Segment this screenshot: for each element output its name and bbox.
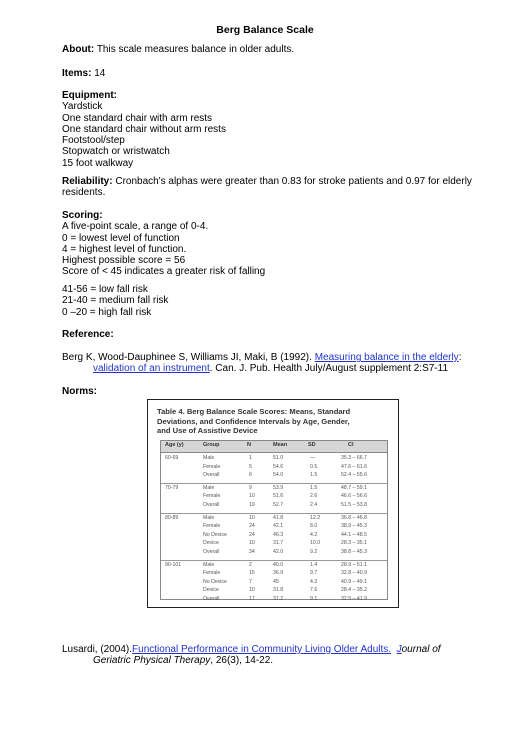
table-cell-mean: 37.2 bbox=[273, 596, 284, 602]
table-cell-n: 1 bbox=[249, 455, 252, 461]
age-group-label: 90-101 bbox=[165, 561, 182, 568]
table-cell-sd: 1.5 bbox=[310, 472, 318, 479]
table-cell-mean: 41.8 bbox=[273, 514, 284, 521]
table-cell-ci: 32.8 – 40.9 bbox=[341, 570, 367, 577]
table-caption-line: and Use of Assistive Device bbox=[157, 426, 258, 436]
reference-label: Reference: bbox=[62, 329, 114, 340]
table-cell-n: 34 bbox=[249, 549, 255, 555]
table-cell-mean: 53.9 bbox=[273, 484, 284, 491]
equipment-item: One standard chair with arm rests bbox=[62, 112, 213, 124]
table-cell-group: No Device bbox=[203, 531, 227, 538]
table-cell-sd: 0.5 bbox=[310, 463, 318, 470]
table-cell-mean: 54.6 bbox=[273, 463, 284, 470]
header-age: Age (y) bbox=[165, 442, 184, 448]
table-cell-n: 15 bbox=[249, 570, 255, 577]
table-cell-sd: 1.5 bbox=[310, 484, 318, 491]
header-group: Group bbox=[203, 442, 220, 448]
reference-journal: . Can. J. Pub. Health July/August supplement 2:S7-11 bbox=[209, 363, 449, 375]
table-cell-ci: 35.3 – 66.7 bbox=[341, 455, 367, 461]
header-mean: Mean bbox=[273, 442, 288, 448]
table-cell-mean: 42.1 bbox=[273, 523, 284, 530]
table-cell-n: 10 bbox=[249, 540, 255, 547]
table-cell-sd: — bbox=[310, 455, 316, 461]
table-cell-group: Female bbox=[203, 523, 221, 530]
table-cell-group: Overall bbox=[203, 549, 220, 555]
header-n: N bbox=[247, 442, 251, 448]
table-cell-group: Device bbox=[203, 587, 219, 594]
scoring-section bbox=[62, 210, 482, 278]
scoring-line: Score of < 45 indicates a greater risk of falling bbox=[62, 266, 266, 278]
reference-authors: Berg K, Wood-Dauphinee S, Williams JI, Maki, B (1992). bbox=[62, 352, 315, 363]
age-group-label: 80-89 bbox=[165, 514, 179, 521]
table-cell-sd: 10.0 bbox=[310, 540, 321, 547]
table-cell-group: No Device bbox=[203, 578, 227, 585]
header-ci: CI bbox=[348, 442, 354, 448]
citation-link-journal[interactable]: J bbox=[396, 644, 402, 655]
table-cell-sd: 1.4 bbox=[310, 561, 318, 568]
table-cell-mean: 40.0 bbox=[273, 561, 284, 568]
reliability-section bbox=[62, 176, 482, 199]
table-cell-mean: 36.9 bbox=[273, 570, 284, 577]
table-cell-ci: 36.8 – 46.8 bbox=[341, 514, 367, 521]
table-cell-sd: 2.6 bbox=[310, 493, 318, 500]
table-cell-ci: 28.3 – 35.1 bbox=[341, 540, 367, 547]
table-cell-sd: 12.2 bbox=[310, 514, 321, 521]
table-cell-mean: 31.7 bbox=[273, 540, 284, 547]
fall-risk-section bbox=[62, 284, 482, 318]
table-cell-group: Male bbox=[203, 455, 215, 461]
norms-table bbox=[160, 440, 388, 600]
equipment-item: One standard chair without arm rests bbox=[62, 123, 226, 135]
table-cell-group: Male bbox=[203, 484, 215, 491]
scoring-line: Highest possible score = 56 bbox=[62, 255, 186, 267]
table-cell-group: Female bbox=[203, 493, 221, 500]
about-text: This scale measures balance in older adults. bbox=[94, 44, 295, 55]
table-cell-mean: 31.8 bbox=[273, 587, 284, 594]
table-group-divider bbox=[161, 483, 387, 484]
fall-risk-line: 41-56 = low fall risk bbox=[62, 284, 148, 295]
citation-volume: , 26(3), 14-22. bbox=[210, 655, 274, 667]
table-cell-group: Male bbox=[203, 561, 215, 568]
table-group-divider bbox=[161, 560, 387, 561]
table-cell-ci: 46.6 – 56.6 bbox=[341, 493, 367, 500]
citation-authors: Lusardi, (2004). bbox=[62, 644, 133, 655]
table-cell-sd: 7.6 bbox=[310, 587, 318, 594]
fall-risk-line: 21-40 = medium fall risk bbox=[62, 295, 169, 307]
table-cell-ci: 38.9 – 45.3 bbox=[341, 523, 367, 530]
equipment-item: 15 foot walkway bbox=[62, 157, 134, 169]
table-cell-group: Overall bbox=[203, 502, 220, 508]
table-cell-ci: 48.7 – 59.1 bbox=[341, 484, 367, 491]
fall-risk-line: 0 –20 = high fall risk bbox=[62, 306, 152, 318]
table-cell-ci: 44.1 – 48.5 bbox=[341, 531, 367, 538]
table-cell-ci: 51.5 – 53.8 bbox=[341, 502, 367, 508]
table-cell-group: Female bbox=[203, 463, 221, 470]
reference-entry bbox=[62, 352, 482, 375]
scoring-line: 4 = highest level of function. bbox=[62, 243, 187, 255]
equipment-section bbox=[62, 90, 482, 169]
table-cell-ci: 38.8 – 45.3 bbox=[341, 549, 367, 555]
page-title: Berg Balance Scale bbox=[216, 24, 314, 36]
table-cell-sd: 4.2 bbox=[310, 531, 318, 538]
table-header-row bbox=[161, 441, 387, 453]
table-cell-mean: 54.0 bbox=[273, 472, 284, 479]
table-cell-group: Overall bbox=[203, 472, 220, 479]
citation-link-title[interactable]: Functional Performance in Community Living Older Adults. bbox=[132, 644, 392, 655]
equipment-item: Footstool/step bbox=[62, 135, 125, 147]
norms-heading bbox=[62, 386, 482, 397]
table-cell-ci: 32.5 – 41.9 bbox=[341, 596, 367, 602]
norms-label: Norms: bbox=[62, 386, 98, 397]
table-cell-n: 17 bbox=[249, 596, 255, 602]
equipment-item: Yardstick bbox=[62, 101, 103, 113]
table-cell-n: 10 bbox=[249, 493, 255, 500]
table-cell-n: 7 bbox=[249, 578, 252, 585]
age-group-label: 70-79 bbox=[165, 484, 179, 491]
table-cell-n: 6 bbox=[249, 472, 252, 479]
reference-colon: : bbox=[458, 352, 462, 363]
table-group-divider bbox=[161, 513, 387, 514]
table-cell-ci: 28.4 – 35.2 bbox=[341, 587, 367, 594]
reliability-text-cont: residents. bbox=[62, 187, 106, 199]
table-cell-group: Female bbox=[203, 570, 221, 577]
table-cell-n: 9 bbox=[249, 484, 252, 491]
table-cell-sd: 4.2 bbox=[310, 578, 318, 585]
citation-entry bbox=[62, 644, 492, 667]
table-cell-group: Male bbox=[203, 514, 215, 521]
table-caption bbox=[157, 407, 393, 436]
table-cell-group: Overall bbox=[203, 596, 220, 602]
table-cell-sd: 2.4 bbox=[310, 502, 318, 508]
table-cell-mean: 45 bbox=[273, 578, 279, 585]
table-cell-ci: 40.9 – 49.1 bbox=[341, 578, 367, 585]
table-cell-mean: 52.7 bbox=[273, 502, 284, 508]
equipment-label: Equipment: bbox=[62, 90, 117, 101]
table-caption-line: Table 4. Berg Balance Scale Scores: Means, Standard bbox=[157, 407, 351, 416]
table-cell-mean: 51.6 bbox=[273, 493, 284, 500]
table-cell-mean: 51.0 bbox=[273, 455, 284, 461]
reference-link-subtitle[interactable]: validation of an instrument bbox=[93, 363, 210, 375]
table-cell-mean: 46.3 bbox=[273, 531, 284, 538]
scoring-line: 0 = lowest level of function bbox=[62, 232, 180, 244]
table-cell-ci: 28.9 – 51.1 bbox=[341, 561, 367, 568]
norms-table-figure bbox=[147, 399, 399, 608]
table-cell-n: 10 bbox=[249, 587, 255, 594]
table-cell-group: Device bbox=[203, 540, 219, 547]
table-cell-sd: 9.7 bbox=[310, 570, 318, 577]
reliability-text: Cronbach's alphas were greater than 0.83 for stroke patients and 0.97 for elderly bbox=[112, 176, 472, 187]
table-cell-n: 10 bbox=[249, 514, 255, 521]
about-section bbox=[62, 44, 482, 55]
table-cell-ci: 52.4 – 55.6 bbox=[341, 472, 367, 479]
equipment-item: Stopwatch or wristwatch bbox=[62, 146, 170, 158]
reference-link-title[interactable]: Measuring balance in the elderly bbox=[314, 352, 459, 363]
table-cell-n: 24 bbox=[249, 523, 255, 530]
table-cell-sd: 9.1 bbox=[310, 596, 318, 602]
items-section bbox=[62, 68, 482, 79]
table-cell-n: 19 bbox=[249, 502, 255, 508]
about-label: About: bbox=[62, 44, 95, 55]
table-cell-sd: 9.2 bbox=[310, 549, 318, 555]
table-caption-line: Deviations, and Confidence Intervals by Age, Gender, bbox=[157, 416, 350, 426]
age-group-label: 60-69 bbox=[165, 455, 179, 461]
items-label: Items: bbox=[62, 68, 92, 79]
table-cell-ci: 47.6 – 61.6 bbox=[341, 463, 367, 470]
table-cell-mean: 42.0 bbox=[273, 549, 284, 555]
scoring-line: A five-point scale, a range of 0-4. bbox=[62, 221, 209, 233]
items-text: 14 bbox=[91, 68, 106, 79]
scoring-label: Scoring: bbox=[62, 210, 103, 221]
table-cell-n: 24 bbox=[249, 531, 255, 538]
reference-heading bbox=[62, 329, 482, 340]
citation-journal-part2: Geriatric Physical Therapy bbox=[93, 655, 211, 667]
table-cell-n: 5 bbox=[249, 463, 252, 470]
table-cell-sd: 8.0 bbox=[310, 523, 318, 530]
reliability-label: Reliability: bbox=[62, 176, 113, 187]
citation-journal-part1: ournal of bbox=[401, 644, 441, 655]
table-cell-n: 2 bbox=[249, 561, 252, 568]
header-sd: SD bbox=[308, 442, 316, 448]
